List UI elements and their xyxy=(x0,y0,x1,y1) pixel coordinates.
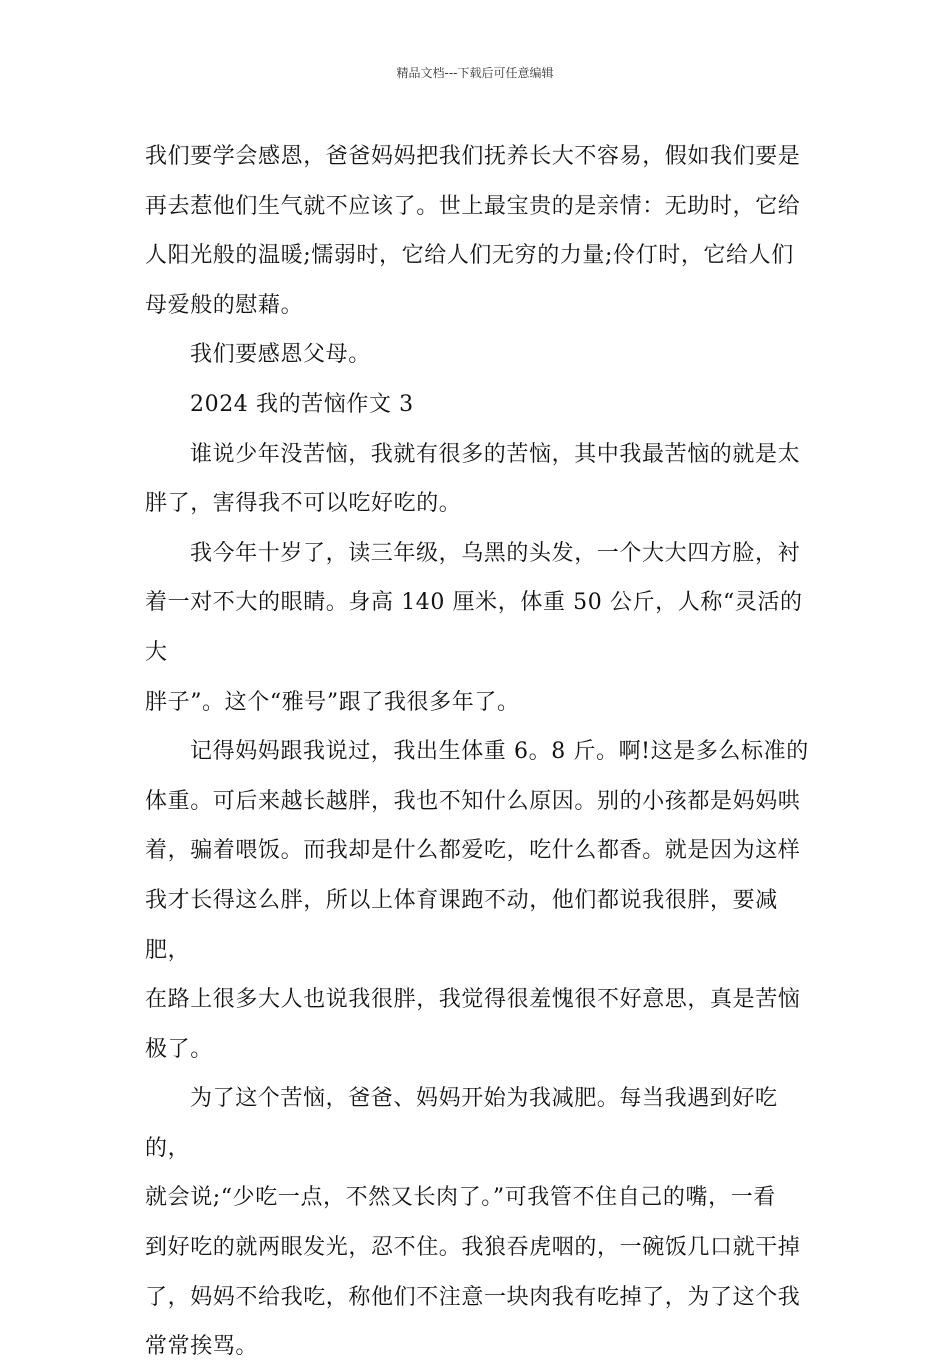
paragraph xyxy=(145,132,810,330)
text-line: 人阳光般的温暖;懦弱时，它给人们无穷的力量;伶仃时，它给人们 xyxy=(145,243,794,269)
section-heading xyxy=(145,380,810,430)
text-line: 谁说少年没苦恼，我就有很多的苦恼，其中我最苦恼的就是太 xyxy=(190,441,801,467)
page-header: 精品文档---下载后可任意编辑 xyxy=(396,66,554,80)
text-line: 常常挨骂。 xyxy=(145,1334,259,1360)
text-line: 极了。 xyxy=(145,1036,213,1062)
paragraph xyxy=(145,1074,810,1372)
text-line: 在路上很多大人也说我很胖，我觉得很羞愧很不好意思，真是苦恼 xyxy=(145,987,801,1013)
text-line: 我今年十岁了，读三年级，乌黑的头发，一个大大四方脸，衬 xyxy=(190,540,801,566)
paragraph xyxy=(145,330,810,380)
paragraph xyxy=(145,430,810,529)
text-line: 就会说;“少吃一点，不然又长肉了。”可我管不住自己的嘴，一看 xyxy=(145,1185,776,1211)
text-line: 我们要感恩父母。 xyxy=(190,342,371,368)
text-line: 体重。可后来越长越胖，我也不知什么原因。别的小孩都是妈妈哄 xyxy=(145,788,801,814)
text-line: 着一对不大的眼睛。身高 140 厘米，体重 50 公斤，人称“灵活的大 xyxy=(145,590,803,665)
heading-text: 2024 我的苦恼作文 3 xyxy=(190,391,414,417)
paragraph xyxy=(145,727,810,1074)
document-body xyxy=(145,132,810,1372)
text-line: 着，骗着喂饭。而我却是什么都爱吃，吃什么都香。就是因为这样 xyxy=(145,838,801,864)
text-line: 到好吃的就两眼发光，忍不住。我狼吞虎咽的，一碗饭几口就干掉 xyxy=(145,1235,801,1261)
text-line: 了，妈妈不给我吃，称他们不注意一块肉我有吃掉了，为了这个我 xyxy=(145,1284,801,1310)
text-line: 胖子”。这个“雅号”跟了我很多年了。 xyxy=(145,689,520,715)
text-line: 为了这个苦恼，爸爸、妈妈开始为我减肥。每当我遇到好吃的， xyxy=(145,1086,778,1161)
paragraph xyxy=(145,529,810,727)
text-line: 母爱般的慰藉。 xyxy=(145,292,304,318)
text-line: 记得妈妈跟我说过，我出生体重 6。8 斤。啊!这是多么标准的 xyxy=(190,739,809,765)
text-line: 我们要学会感恩，爸爸妈妈把我们抚养长大不容易，假如我们要是 xyxy=(145,144,801,169)
text-line: 胖了，害得我不可以吃好吃的。 xyxy=(145,491,462,517)
text-line: 我才长得这么胖，所以上体育课跑不动，他们都说我很胖，要减肥， xyxy=(145,887,778,963)
text-line: 再去惹他们生气就不应该了。世上最宝贵的是亲情：无助时，它给 xyxy=(145,193,801,219)
